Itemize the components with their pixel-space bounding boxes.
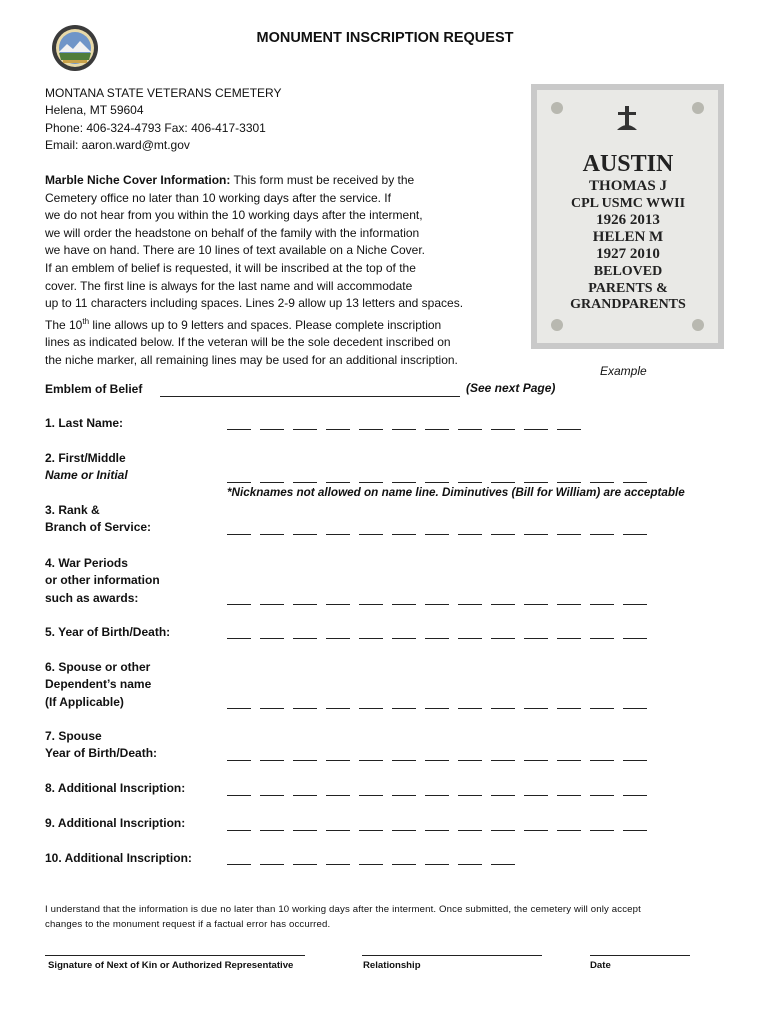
example-niche-cover [531,84,724,349]
spouse-years-input[interactable] [227,760,647,761]
cemetery-email: Email: aaron.ward@mt.gov [45,138,190,152]
relationship-label: Relationship [363,960,421,971]
ack-line: I understand that the information is due no later than 10 working days after the interment. Once submitted, the cemetery will only accept [45,904,641,915]
signature-label: Signature of Next of Kin or Authorized Representative [48,960,294,971]
emblem-input[interactable] [160,396,460,397]
info-line: line allows up to 9 letters and spaces. Please complete inscription [89,317,442,332]
date-input[interactable] [590,955,690,956]
info-line: up to 11 characters including spaces. Lines 2-9 allow up 13 letters and spaces. [45,296,464,311]
first-middle-input[interactable] [227,482,647,483]
niche-cover-info [45,172,500,370]
field-label-line: Branch of Service: [45,520,152,535]
field-label-line: 3. Rank & [45,503,100,517]
last-name-input[interactable] [227,429,581,430]
date-label: Date [590,960,611,971]
info-line: If an emblem of belief is requested, it will be inscribed at the top of the [45,260,416,275]
info-sup: th [82,316,90,326]
field-label-first-middle [45,450,128,485]
emblem-label: Emblem of Belief [45,382,143,396]
field-label-war-periods [45,555,160,607]
field-label-rank [45,502,151,537]
field-label-line: 4. War Periods [45,556,128,570]
war-periods-input[interactable] [227,604,647,605]
field-label-spouse-name [45,659,151,711]
additional-10-input[interactable] [227,864,515,865]
field-label-line: such as awards: [45,590,139,605]
spouse-name-input[interactable] [227,708,647,709]
stone-line: 1927 2010 [596,246,660,262]
birth-death-input[interactable] [227,638,647,639]
cemetery-city: Helena, MT 59604 [45,103,144,117]
info-line: cover. The first line is always for the last name and will accommodate [45,278,413,293]
acknowledgement-text [45,902,725,932]
field-label-line: or other information [45,573,160,588]
info-line: The 10 [45,317,83,332]
stone-line: HELEN M [592,229,664,245]
info-line: we will order the headstone on behalf of the family with the information [45,225,420,240]
info-line: lines as indicated below. If the veteran will be the sole decedent inscribed on [45,335,451,350]
field-label-line: (If Applicable) [45,694,124,709]
info-line: the niche marker, all remaining lines may be used for an additional inscription. [45,352,458,367]
info-line: we do not hear from you within the 10 working days after the interment, [45,208,423,223]
info-heading: Marble Niche Cover Information: [45,173,231,187]
field-label-spouse-years [45,728,157,763]
additional-9-input[interactable] [227,830,647,831]
relationship-input[interactable] [362,955,542,956]
rank-branch-input[interactable] [227,534,647,535]
additional-8-input[interactable] [227,795,647,796]
stone-line: BELOVED [593,264,663,279]
stone-line: GRANDPARENTS [570,297,686,312]
ack-line: changes to the monument request if a factual error has occurred. [45,919,331,930]
field-label-line: Year of Birth/Death: [45,746,158,761]
stone-line: AUSTIN [582,151,674,177]
field-label-birth-death: 5. Year of Birth/Death: [45,625,171,639]
emblem-note: (See next Page) [466,381,556,395]
field-label-line: 2. First/Middle [45,451,126,465]
field-label-additional-9: 9. Additional Inscription: [45,816,186,830]
field-label-line: Dependent’s name [45,677,152,692]
field-label-additional-10: 10. Additional Inscription: [45,851,192,865]
info-line: we have on hand. There are 10 lines of text available on a Niche Cover. [45,243,426,258]
info-line: This form must be received by the [230,173,415,187]
field-label-line: Name or Initial [45,468,128,483]
stone-line: 1926 2013 [596,212,660,228]
stone-line: THOMAS J [589,178,667,194]
example-caption: Example [600,364,647,378]
stone-line: CPL USMC WWII [570,196,686,211]
cemetery-name: MONTANA STATE VETERANS CEMETERY [45,86,282,100]
field-label-last-name: 1. Last Name: [45,416,124,430]
field-label-line: 7. Spouse [45,729,102,743]
info-line: Cemetery office no later than 10 working days after the service. If [45,190,391,205]
cemetery-phone: Phone: 406-324-4793 Fax: 406-417-3301 [45,121,266,135]
field-label-line: 6. Spouse or other [45,660,151,674]
signature-input[interactable] [45,955,305,956]
nickname-note: *Nicknames not allowed on name line. Diminutives (Bill for William) are acceptable [227,486,685,499]
field-label-additional-8: 8. Additional Inscription: [45,781,186,795]
page-title: MONUMENT INSCRIPTION REQUEST [256,30,514,46]
stone-line: PARENTS & [588,281,668,296]
